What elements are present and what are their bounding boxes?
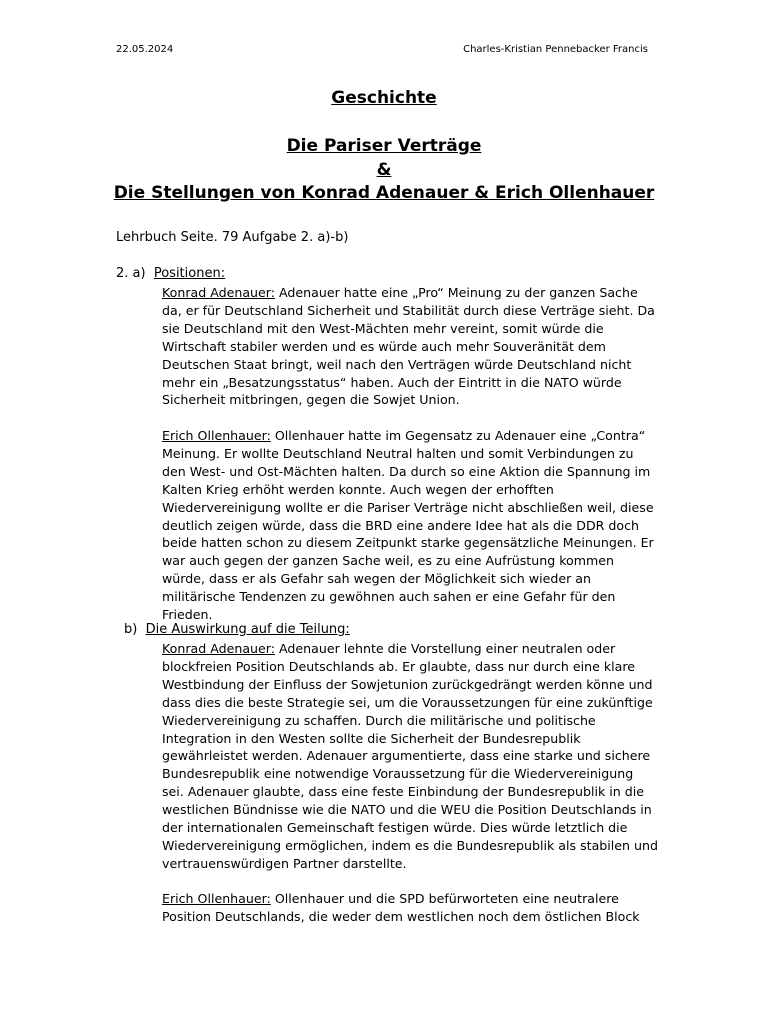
document-title-line-3: Die Stellungen von Konrad Adenauer & Erich Ollenhauer bbox=[113, 183, 655, 203]
section-a-marker: 2. a) bbox=[116, 266, 146, 281]
paragraph-b-adenauer bbox=[162, 640, 658, 873]
document-subject: Geschichte bbox=[331, 88, 437, 108]
paragraph-text: Adenauer lehnte die Vorstellung einer neutralen oder blockfreien Position Deutschlands ab. Er glaubte, dass nur durch eine klare Westbindung der Einfluss der Sowjetunion zurückgedrängt werden könne und dass dies die beste Strategie sei, um die Voraussetzungen für eine zukünftige Wiedervereinigung zu schaffen. Durch die militärische und politische Integration in den Westen sollte die Sicherheit der Bundesrepublik gewährleistet werden. Adenauer argumentierte, dass eine starke und sichere Bundesrepublik eine notwendige Voraussetzung für die Wiedervereinigung sei. Adenauer glaubte, dass eine feste Einbindung der Bundesrepublik in die westlichen Bündnisse wie die NATO und die WEU die Position Deutschlands in der internationalen Gemeinschaft festigen würde. Dies würde letztlich die Wiedervereinigung ermöglichen, indem es die Bundesrepublik als stabilen und vertrauenswürdigen Partner darstellte. bbox=[162, 641, 658, 871]
section-b-title: Die Auswirkung auf die Teilung: bbox=[145, 622, 350, 637]
person-name-adenauer: Konrad Adenauer: bbox=[162, 285, 275, 300]
paragraph-text: Ollenhauer und die SPD befürworteten eine neutralere Position Deutschlands, die weder dem westlichen noch dem östlichen Block bbox=[162, 891, 640, 924]
paragraph-a-ollenhauer bbox=[162, 427, 658, 624]
textbook-reference: Lehrbuch Seite. 79 Aufgabe 2. a)-b) bbox=[116, 230, 349, 245]
paragraph-text: Adenauer hatte eine „Pro“ Meinung zu der ganzen Sache da, er für Deutschland Sicherheit und Stabilität durch diese Verträge sieht. Da sie Deutschland mit den West-Mächten mehr vereint, somit würde die Wirtschaft stabiler werden und es würde auch mehr Souveränität dem Deutschen Staat bringt, weil nach den Verträgen würde Deutschland nicht mehr ein „Besatzungsstatus“ haben. Auch der Eintritt in die NATO würde Sicherheit mitbringen, gegen die Sowjet Union. bbox=[162, 285, 655, 408]
section-a-title: Positionen: bbox=[153, 266, 226, 281]
paragraph-text: Ollenhauer hatte im Gegensatz zu Adenauer eine „Contra“ Meinung. Er wollte Deutschland Neutral halten und somit Verbindungen zu den West- und Ost-Mächten halten. Da durch so eine Aktion die Spannung im Kalten Krieg erhöht werden konnte. Auch wegen der erhofften Wiedervereinigung wollte er die Pariser Verträge nicht abschließen weil, diese deutlich zeigen würde, dass die BRD eine andere Idee hat als die DDR doch beide hatten schon zu diesem Zeitpunkt starke gegensätzliche Meinungen. Er war auch gegen der ganzen Sache weil, es zu eine Aufrüstung kommen würde, dass er als Gefahr sah wegen der Möglichkeit sich wieder an militärische Tendenzen zu gewöhnen auch sahen er eine Gefahr für den Frieden. bbox=[162, 428, 654, 623]
paragraph-b-ollenhauer bbox=[162, 890, 658, 926]
document-title-line-2: & bbox=[376, 160, 392, 180]
header-date: 22.05.2024 bbox=[116, 44, 174, 55]
section-b-heading bbox=[124, 622, 350, 637]
person-name-adenauer: Konrad Adenauer: bbox=[162, 641, 275, 656]
section-b-marker: b) bbox=[124, 622, 138, 637]
section-a-heading bbox=[116, 266, 225, 281]
header-author: Charles-Kristian Pennebacker Francis bbox=[463, 44, 648, 55]
person-name-ollenhauer: Erich Ollenhauer: bbox=[162, 891, 271, 906]
paragraph-a-adenauer bbox=[162, 284, 658, 409]
person-name-ollenhauer: Erich Ollenhauer: bbox=[162, 428, 271, 443]
document-title-line-1: Die Pariser Verträge bbox=[286, 136, 482, 156]
